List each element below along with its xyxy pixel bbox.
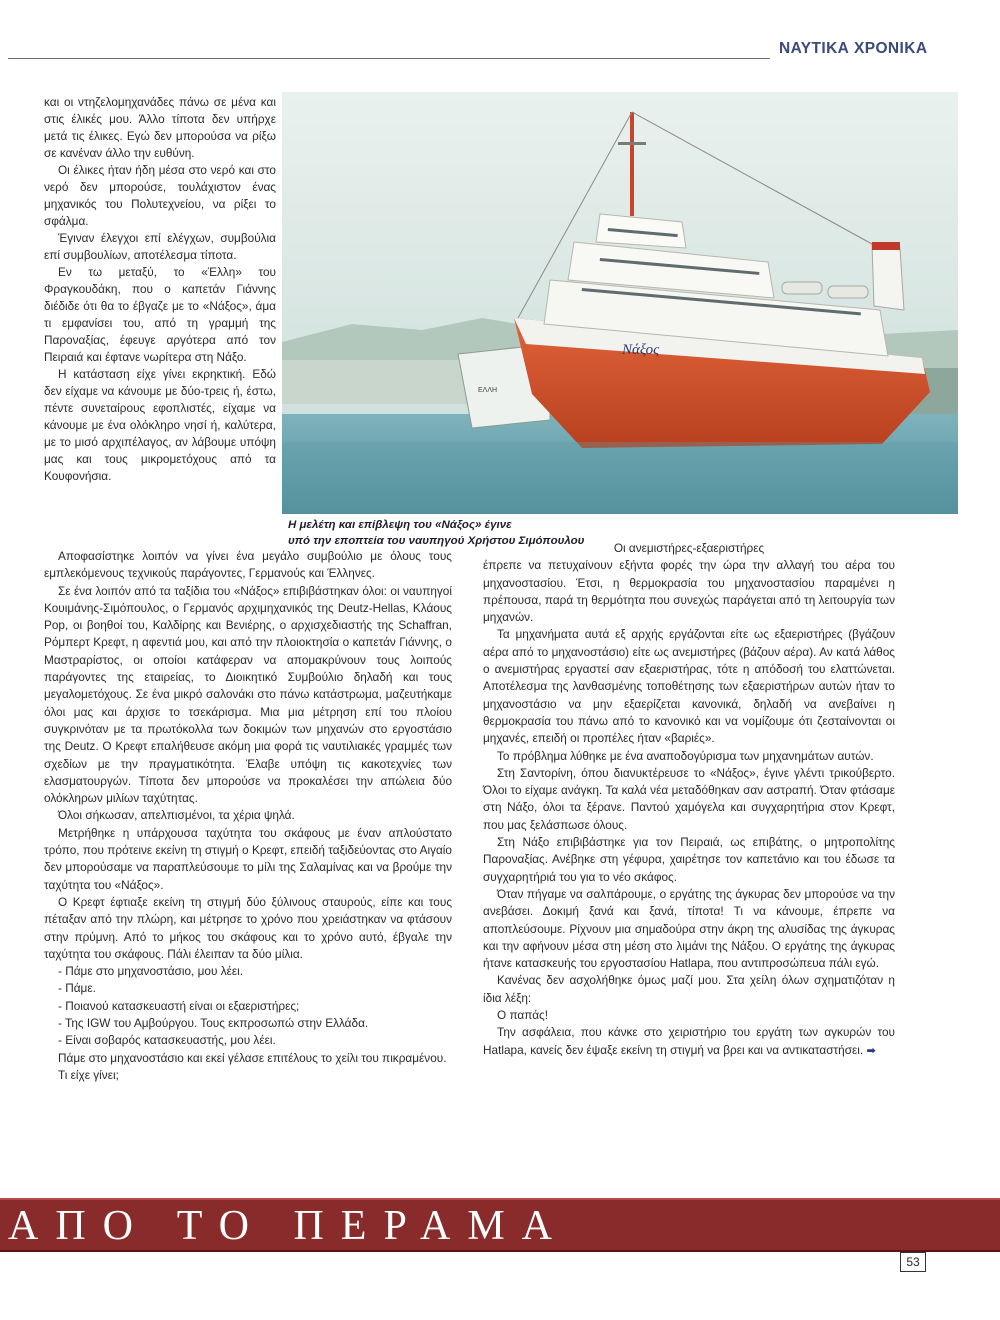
paragraph: Αποφασίστηκε λοιπόν να γίνει ένα μεγάλο συμβούλιο με όλους τους εμπλεκόμενους τεχνικούς παράγοντες, Γερμανούς και Έλληνες.	[44, 549, 452, 581]
paragraph: Ο παπάς!	[497, 1008, 549, 1023]
right-column	[483, 540, 895, 1060]
dialogue-line: - Της IGW του Αμβούργου. Τους εκπροσωπώ στην Ελλάδα.	[58, 1016, 369, 1031]
page-number: 53	[900, 1252, 926, 1272]
paragraph: Σε ένα λοιπόν από τα ταξίδια του «Νάξος» επιβιβάστηκαν όλοι: οι ναυπηγοί Κουιμάνης-Σιμόπουλος, ο Γερμανός αρχιμηχανικός της Deutz-Hellas, Κλάους Ροp, οι βοηθοί του, Καλδίρης και Βενιέρης, ο αρχισχεδιαστής της Schaffran, Ρόμπερτ Κρεφτ, η αφεντιά μου, και από την πλοιοκτησία ο καπετάν Γιάννης, ο Μαστραρίστος, οι οποίοι κατάφεραν να απομακρύνουν τους λοιπούς παράγοντες της εταιρείας, το Διοικητικό Συμβούλιο δηλαδή και τους μεγαλομετόχους. Σε ένα μικρό σαλονάκι στο πάνω κατάστρωμα, μαζευτήκαμε όλοι μας και άρχισε το τσεκάρισμα. Μια μια μέτρηση επί του πλοίου συγκρινόταν με τα πρωτόκολλα των δοκιμών των μηχανών στο εργοστάσιο της Deutz. Ο Κρεφτ επαλήθευσε ακόμη μια φορά τις ναυτιλιακές γραμμές των σχεδίων με την πραγματικότητα. Έλαβε υπόψη τις κακοτεχνίες των ελασματουργών. Τίποτα δεν μπορούσε να προκαλέσει την απώλεια δύο ολόκληρων μιλίων ταχύτητας.	[44, 583, 452, 806]
section-title: ΝΑΥΤΙΚΑ ΧΡΟΝΙΚΑ	[779, 40, 928, 57]
paragraph: Στη Νάξο επιβιβάστηκε για τον Πειραιά, ως επιβάτης, ο μητροπολίτης Παροναξίας. Ανέβηκε στη γέφυρα, χαιρέτησε τον καπετάνιο και του έδωσε τα συγχαρητήριά του για το νέο σκάφος.	[483, 835, 895, 884]
funnel	[872, 244, 904, 310]
paragraph: και οι ντηζελομηχανάδες πάνω σε μένα και στις έλικές μου. Άλλο τίποτα δεν υπήρχε μετά τις έλικες. Εγώ δεν μπορούσα να ρίξω σε κανέναν άλλο την ευθύνη.	[44, 95, 276, 160]
paragraph: Το πρόβλημα λύθηκε με ένα αναποδογύρισμα των μηχανημάτων αυτών.	[497, 748, 874, 763]
neighbour-ship-name: ΕΛΛΗ	[478, 387, 498, 394]
mast	[630, 112, 634, 216]
ship-hull-name: Νάξος	[622, 342, 660, 358]
paragraph: Στη Σαντορίνη, όπου διανυκτέρευσε το «Νάξος», έγινε γλέντι τρικούβερτο. Όλοι το είχαμε ανάγκη. Τα καλά νέα μεταδόθηκαν σαν αστραπή. Όταν φτάσαμε στη Νάξο, όλοι τα ξέρανε. Παντού χαμόγελα και συγχαρητήρια στον Κρεφτ, που μας ξελάσπωσε όλους.	[483, 765, 895, 832]
paragraph: έπρεπε να πετυχαίνουν εξήντα φορές την ώρα την αλλαγή του αέρα του μηχανοστασίου. Έτσι, η θερμοκρασία του μηχανοστασίου παραμένει η πρέπουσα, παρά τη θερμότητα που συνεχώς παράγεται από τη λειτουργία των μηχανών.	[483, 558, 895, 625]
paragraph: Τι είχε γίνει;	[58, 1067, 119, 1082]
paragraph: Οι έλικες ήταν ήδη μέσα στο νερό και στο νερό δεν μπορούσε, τουλάχιστον ένας μηχανικός του Πολυτεχνείου, να ρίξει το σφάλμα.	[44, 163, 276, 228]
end-mark-icon: ➡	[866, 1044, 876, 1057]
caption-line: Η μελέτη και επίβλεψη του «Νάξος» έγινε	[288, 519, 512, 531]
paragraph: Όλοι σήκωσαν, απελπισμένοι, τα χέρια ψηλά.	[58, 808, 295, 823]
paragraph: Ο Κρεφτ έφτιαξε εκείνη τη στιγμή δύο ξύλινους σταυρούς, είπε και τους πέταξαν από την πλώρη, και μέτρησε το χρόνο που χρειάστηκαν να φτάσουν στην πρύμνη. Από το μήκος του σκάφους και το χρόνο αυτό, έβγαλε την ταχύτητα του σκάφους. Πάλι έλειπαν τα δύο μίλια.	[44, 894, 452, 961]
ship-photo	[282, 92, 958, 514]
paragraph: Κανένας δεν ασχολήθηκε όμως μαζί μου. Στα χείλη όλων σχηματιζόταν η ίδια λέξη:	[483, 973, 895, 1005]
dialogue-line: - Είναι σοβαρός κατασκευαστής, μου λέει.	[58, 1033, 276, 1048]
subheading: Οι ανεμιστήρες-εξαεριστήρες	[613, 541, 765, 555]
paragraph-text: Την ασφάλεια, που κάνκε στο χειριστήριο του εργάτη των αγκυρών του Hatlapa, κανείς δεν έψαξε εκείνη τη στιγμή να βρει και να αντικαταστήσει.	[483, 1025, 895, 1057]
paragraph: Η κατάσταση είχε γίνει εκρηκτική. Εδώ δεν είχαμε να κάνουμε με δύο-τρεις ή, έστω, πέντε συνεταίρους εφοπλιστές, είχαμε να κάνουμε με ένα ολόκληρο νησί ή, καλύτερα, με το μισό αρχιπέλαγος, αν λάβουμε υπόψη μας και τους μικρομετόχους από τα Κουφονήσια.	[44, 367, 276, 483]
banner-title: ΑΠΟ ΤΟ ΠΕΡΑΜΑ	[8, 1203, 569, 1249]
paragraph: Τα μηχανήματα αυτά εξ αρχής εργάζονται είτε ως εξαεριστήρες (βγάζουν αέρα από το μηχανοστάσιο) είτε ως ανεμιστήρες (βάζουν αέρα). Αν κατά λάθος ο ανεμιστήρας εργαστεί σαν εξαεριστήρας, τότε η απόδοσή του ελαττώνεται. Αποτέλεσμα της λανθασμένης τοποθέτησης των εξαεριστήρων αυτών ήταν το μηχανοστάσιο να μην εξαερίζεται κανονικά, δηλαδή να ανεβαίνει η θερμοκρασία του πάνω από το κανονικό και να νομίζουμε ότι ζεσταίνονται οι μηχανές, επειδή οι προπέλες ήταν «βαριές».	[483, 627, 895, 746]
section-banner	[0, 1198, 1000, 1252]
paragraph: Εν τω μεταξύ, το «Έλλη» του Φραγκουδάκη, που ο καπετάν Γιάννης διέδιδε ότι θα το έβγαζε με το «Νάξος», άμα τι εμφανίσει του, από τη γραμμή της Παροναξίας, έφευγε αργότερα από τον Πειραιά και έφτανε νωρίτερα στη Νάξο.	[44, 265, 276, 364]
dialogue-line: - Πάμε στο μηχανοστάσιο, μου λέει.	[58, 964, 244, 979]
paragraph: Έγιναν έλεγχοι επί ελέγχων, συμβούλια επί συμβουλίων, αποτέλεσμα τίποτα.	[44, 231, 276, 262]
funnel-top-band	[872, 242, 900, 250]
dialogue-line: - Ποιανού κατασκευαστή είναι οι εξαεριστήρες;	[58, 998, 300, 1013]
header-rule	[8, 58, 770, 59]
caption-line: υπό την εποπτεία του ναυπηγού Χρήστου Σιμόπουλου	[288, 534, 585, 547]
paragraph: Μετρήθηκε η υπάρχουσα ταχύτητα του σκάφους με έναν απλούστατο τρόπο, που πρότεινε εκείνη τη στιγμή ο Κρεφτ, επειδή ταξιδεύοντας στο Αιγαίο δεν μπορούσαμε να παραπλεύσουμε το μίλι της Σαλαμίνας και να βρούμε την ταχύτητα του «Νάξος».	[44, 825, 452, 892]
paragraph: Όταν πήγαμε να σαλπάρουμε, ο εργάτης της άγκυρας δεν μπορούσε να την ανεβάσει. Δοκιμή ξανά και ξανά, τίποτα! Τι να κάνουμε, έπρεπε να αποπλεύσουμε. Ρίχνουν μια σημαδούρα στην άκρη της αλυσίδας της άγκυρας και την αφήνουν μέσα στη μέση στο λιμάνι της Νάξου. Ο εργάτης της άγκυρας ήτανε κατασκευής του εργοστασίου Hatlapa, που αντιπροσώπευα πάλι εγώ.	[483, 886, 895, 971]
water-reflection	[282, 442, 958, 514]
left-column	[44, 548, 452, 1084]
ship-illustration	[282, 92, 958, 514]
paragraph: Πάμε στο μηχανοστάσιο και εκεί γέλασε επιτέλους το χείλι του πικραμένου.	[58, 1050, 447, 1065]
mast-yard	[618, 142, 646, 145]
paragraph	[483, 1024, 895, 1060]
left-column-top	[44, 94, 276, 485]
dialogue-line: - Πάμε.	[58, 981, 96, 996]
